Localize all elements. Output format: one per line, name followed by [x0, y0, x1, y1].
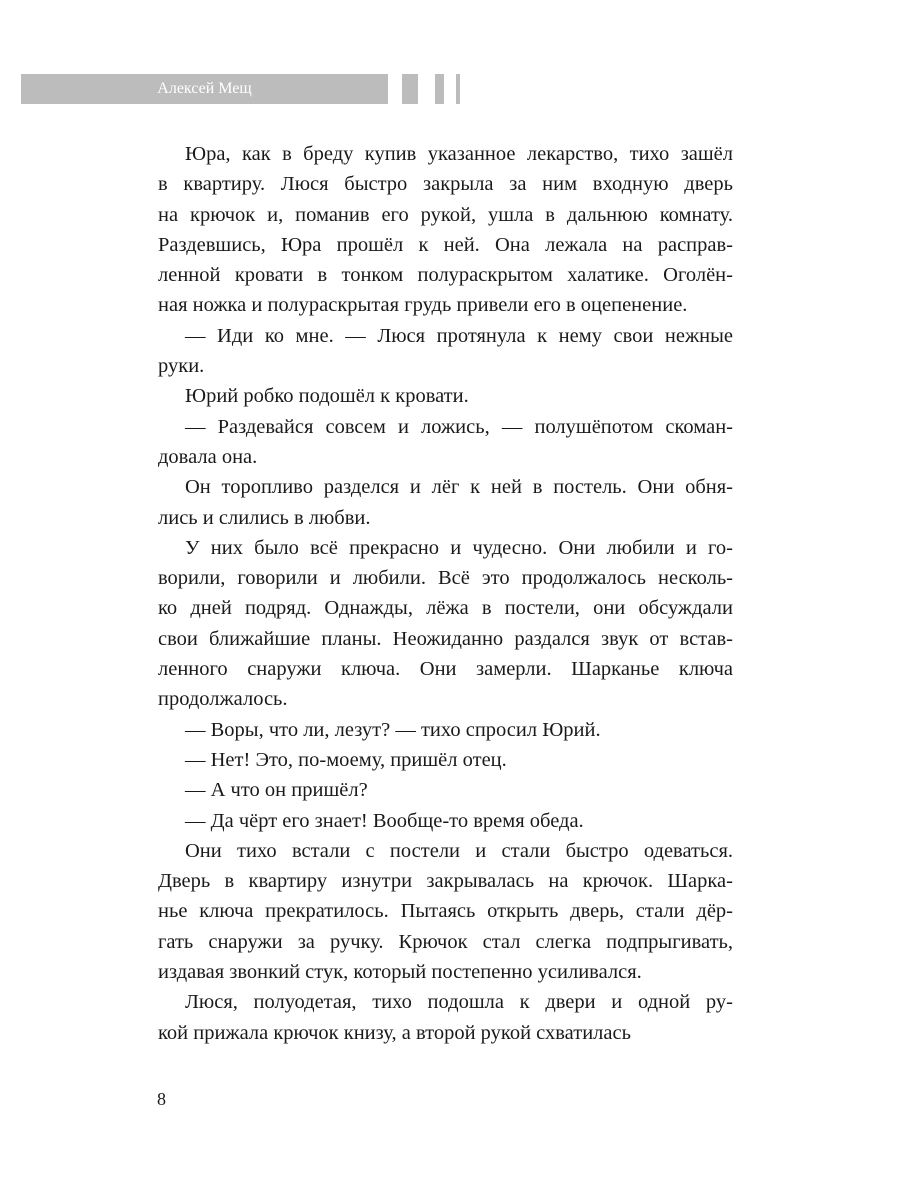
text-line: Они тихо встали с постели и стали быстро одеваться. [185, 839, 733, 862]
text-line: Люся, полуодетая, тихо подошла к двери и одной ру- [185, 991, 733, 1014]
running-header [21, 74, 388, 104]
text-line: в квартиру. Люся быстро закрыла за ним входную дверь [158, 173, 733, 196]
text-line: — А что он пришёл? [185, 779, 368, 802]
text-line: Юрий робко подошёл к кровати. [185, 385, 469, 408]
header-decor-block [456, 74, 460, 104]
paragraph [158, 321, 733, 382]
text-line: руки. [158, 355, 205, 378]
text-line: Юра, как в бреду купив указанное лекарство, тихо зашёл [185, 143, 733, 165]
text-line: Раздевшись, Юра прошёл к ней. Она лежала на расправ- [158, 233, 733, 256]
paragraph [158, 381, 733, 411]
text-line: ворили, говорили и любили. Всё это продолжалось несколь- [158, 567, 733, 590]
text-line: Дверь в квартиру изнутри закрывалась на крючок. Шарка- [158, 870, 733, 893]
text-line: довала она. [158, 445, 258, 468]
paragraph [158, 775, 733, 805]
text-line: ленной кровати в тонком полураскрытом халатике. Оголён- [158, 264, 733, 287]
paragraph [158, 412, 733, 473]
body-text [158, 139, 733, 1048]
paragraph [158, 806, 733, 836]
paragraph [158, 715, 733, 745]
text-line: — Да чёрт его знает! Вообще-то время обеда. [185, 809, 584, 832]
paragraph [158, 139, 733, 321]
text-line: Он торопливо разделся и лёг к ней в постель. Они обня- [185, 476, 733, 499]
paragraph [158, 987, 733, 1048]
text-line: издавая звонкий стук, который постепенно усиливался. [158, 961, 642, 984]
text-line: лись и слились в любви. [158, 506, 371, 529]
paragraph [158, 472, 733, 533]
text-line: ко дней подряд. Однажды, лёжа в постели, они обсуждали [158, 597, 733, 620]
text-line: нье ключа прекратилось. Пытаясь открыть дверь, стали дёр- [158, 900, 733, 923]
text-line: ленного снаружи ключа. Они замерли. Шарканье ключа [158, 658, 733, 681]
paragraph [158, 836, 733, 987]
text-line: продолжалось. [158, 688, 288, 711]
text-line: — Нет! Это, по-моему, пришёл отец. [185, 748, 507, 771]
paragraph [158, 745, 733, 775]
page-number: 8 [157, 1089, 166, 1109]
author-name: Алексей Мещ [157, 80, 252, 97]
text-line: ная ножка и полураскрытая грудь привели его в оцепенение. [158, 294, 688, 317]
text-line: свои ближайшие планы. Неожиданно раздался звук от встав- [158, 627, 733, 650]
header-decor-block [435, 74, 444, 104]
text-line: гать снаружи за ручку. Крючок стал слегка подпрыгивать, [158, 930, 733, 953]
text-line: кой прижала крючок книзу, а второй рукой схватилась [158, 1021, 631, 1044]
text-line: — Воры, что ли, лезут? — тихо спросил Юрий. [185, 718, 601, 741]
text-line: — Иди ко мне. — Люся протянула к нему свои нежные [185, 324, 733, 347]
text-line: на крючок и, поманив его рукой, ушла в дальнюю комнату. [158, 203, 733, 226]
header-decor-block [402, 74, 418, 104]
paragraph [158, 533, 733, 715]
text-line: — Раздевайся совсем и ложись, — полушёпотом скоман- [185, 415, 733, 438]
text-line: У них было всё прекрасно и чудесно. Они любили и го- [185, 536, 733, 559]
